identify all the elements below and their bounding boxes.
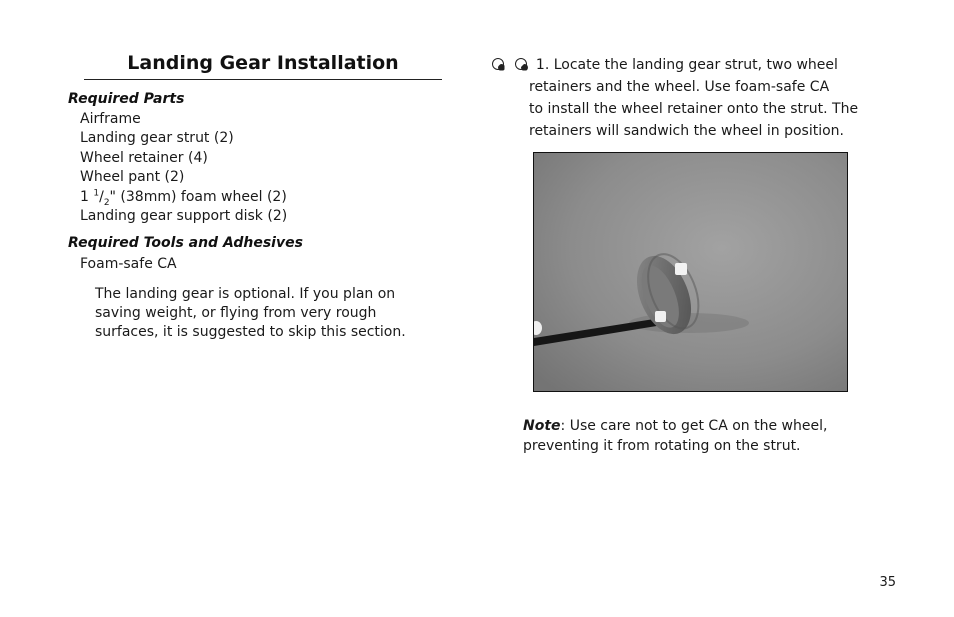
note xyxy=(523,416,833,456)
checkbox-icon[interactable] xyxy=(515,58,527,70)
list-item: Landing gear strut (2) xyxy=(80,130,234,147)
list-item: Airframe xyxy=(80,111,141,127)
page-number: 35 xyxy=(879,575,896,590)
page-title: Landing Gear Installation xyxy=(127,52,399,74)
required-tools-list xyxy=(80,255,177,274)
wheel-size-slash: / xyxy=(99,188,104,205)
list-item: Wheel retainer (4) xyxy=(80,149,208,166)
checkbox-icon[interactable] xyxy=(492,58,504,70)
note-label: Note xyxy=(523,418,561,434)
list-item: Foam-safe CA xyxy=(80,256,177,272)
note-text: : Use care not to get CA on the wheel, preventing it from rotating on the strut. xyxy=(523,418,828,454)
wheel-size-denominator: 2 xyxy=(103,197,110,208)
step-1-text-line: retainers and the wheel. Use foam-safe CA xyxy=(529,79,830,95)
title-rule xyxy=(84,79,442,80)
wheel-on-strut-photo xyxy=(533,152,848,392)
photo-illustration xyxy=(534,153,847,391)
list-item: Wheel pant (2) xyxy=(80,169,185,186)
step-1-text-line: to install the wheel retainer onto the strut. The xyxy=(529,101,859,117)
optional-note: The landing gear is optional. If you plan on saving weight, or flying from very rough surfaces, it is suggested to skip this section. xyxy=(95,286,406,340)
wheel-size-numerator: 1 xyxy=(93,187,100,198)
step-1-first-line xyxy=(492,54,838,76)
wheel-item-text: " (38mm) foam wheel (2) xyxy=(109,188,287,205)
step-1-text-line: retainers will sandwich the wheel in position. xyxy=(529,123,844,139)
wheel-size-whole: 1 xyxy=(80,188,94,205)
required-tools-heading: Required Tools and Adhesives xyxy=(68,235,303,251)
step-1-text-line: 1. Locate the landing gear strut, two wheel xyxy=(535,57,838,73)
list-item: Landing gear support disk (2) xyxy=(80,208,288,225)
list-item xyxy=(80,188,287,207)
required-parts-list xyxy=(80,110,287,226)
required-parts-heading: Required Parts xyxy=(68,91,185,107)
